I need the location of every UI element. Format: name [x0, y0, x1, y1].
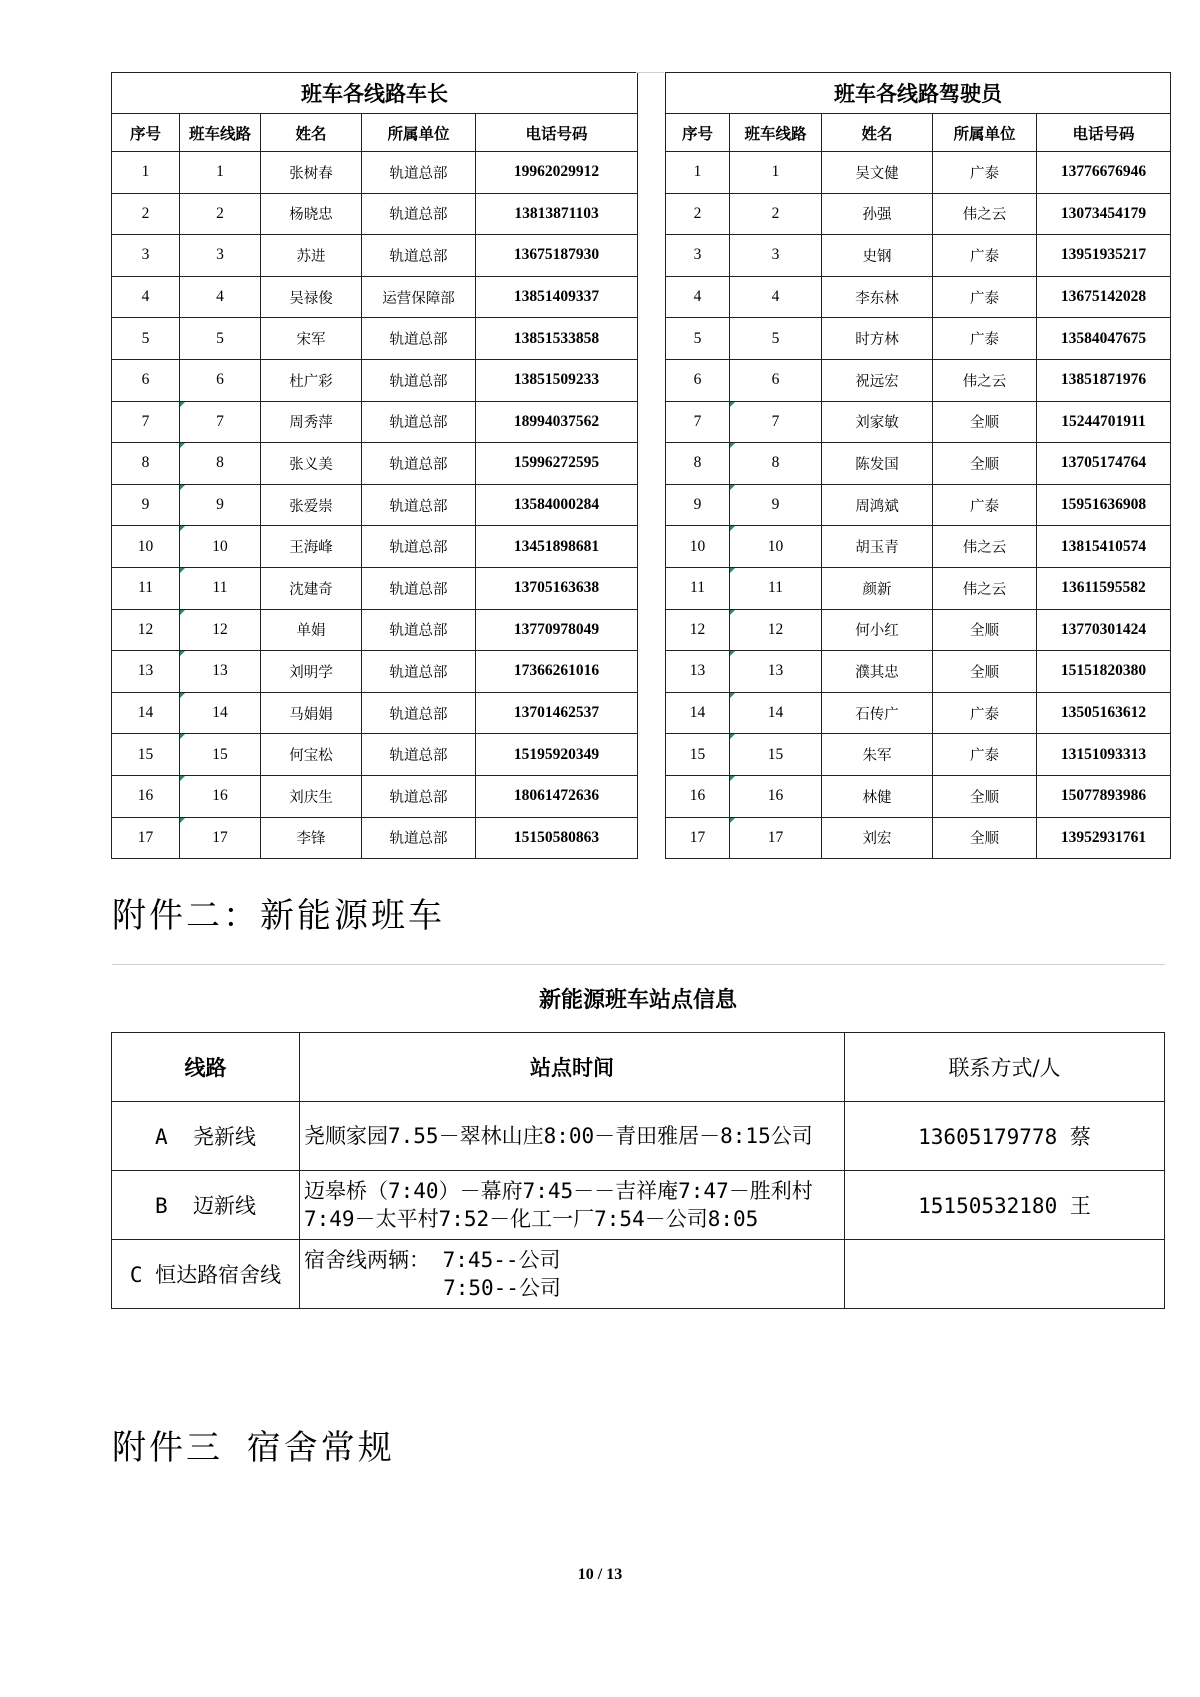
phone-cell: 15195920349	[476, 734, 638, 776]
route-cell: 5	[730, 318, 822, 360]
new-energy-bus-table	[111, 964, 1165, 1309]
page-number: 10 / 13	[577, 1566, 623, 1583]
index-cell: 10	[112, 526, 180, 568]
route-cell: 4	[730, 276, 822, 318]
name-cell: 颜新	[822, 567, 933, 609]
index-cell: 11	[666, 567, 730, 609]
table-row	[112, 276, 638, 318]
name-cell: 刘家敏	[822, 401, 933, 443]
route-cell: 12	[730, 609, 822, 651]
unit-cell: 全顺	[933, 817, 1037, 859]
table-row	[112, 235, 638, 277]
unit-cell: 广泰	[933, 318, 1037, 360]
times-line: 7:50--公司	[304, 1276, 561, 1300]
route-cell: 12	[180, 609, 261, 651]
index-cell: 2	[666, 193, 730, 235]
unit-cell: 轨道总部	[362, 443, 476, 485]
table-row	[112, 318, 638, 360]
attachment2-heading: 附件二：新能源班车	[112, 896, 445, 936]
phone-cell: 13151093313	[1037, 734, 1171, 776]
unit-cell: 轨道总部	[362, 526, 476, 568]
table-row	[112, 609, 638, 651]
table-row	[112, 775, 638, 817]
name-cell: 周秀萍	[261, 401, 362, 443]
drivers-table-header-row	[666, 114, 1171, 152]
name-cell: 刘明学	[261, 651, 362, 693]
index-cell: 10	[666, 526, 730, 568]
new-energy-table-title: 新能源班车站点信息	[112, 965, 1165, 1033]
unit-cell: 轨道总部	[362, 318, 476, 360]
route-cell: A 尧新线	[112, 1102, 300, 1171]
table-row	[112, 443, 638, 485]
unit-cell: 广泰	[933, 235, 1037, 277]
route-cell: 13	[180, 651, 261, 693]
name-cell: 孙强	[822, 193, 933, 235]
index-cell: 13	[666, 651, 730, 693]
table-row	[666, 152, 1171, 194]
unit-cell: 轨道总部	[362, 235, 476, 277]
table-row	[112, 1171, 1165, 1240]
table-row	[666, 651, 1171, 693]
contact-header: 联系方式/人	[845, 1033, 1165, 1102]
phone-cell: 13611595582	[1037, 567, 1171, 609]
new-energy-header-row	[112, 1033, 1165, 1102]
phone-cell: 15244701911	[1037, 401, 1171, 443]
unit-cell: 轨道总部	[362, 401, 476, 443]
table-row	[112, 692, 638, 734]
col-header: 班车线路	[180, 114, 261, 152]
index-cell: 1	[112, 152, 180, 194]
index-cell: 12	[666, 609, 730, 651]
index-cell: 2	[112, 193, 180, 235]
name-cell: 马娟娟	[261, 692, 362, 734]
phone-cell: 15077893986	[1037, 775, 1171, 817]
bus-drivers-table	[665, 72, 1171, 859]
table-row	[666, 401, 1171, 443]
unit-cell: 轨道总部	[362, 193, 476, 235]
phone-cell: 13451898681	[476, 526, 638, 568]
drivers-table-title: 班车各线路驾驶员	[666, 73, 1171, 114]
phone-cell: 13505163612	[1037, 692, 1171, 734]
name-cell: 石传广	[822, 692, 933, 734]
route-cell: 2	[730, 193, 822, 235]
name-cell: 单娟	[261, 609, 362, 651]
table-row	[112, 1240, 1165, 1309]
name-cell: 史钢	[822, 235, 933, 277]
phone-cell: 18061472636	[476, 775, 638, 817]
times-line: 宿舍线两辆： 7:45--公司	[304, 1248, 561, 1272]
route-cell: 15	[730, 734, 822, 776]
table-row	[666, 526, 1171, 568]
route-cell: 1	[180, 152, 261, 194]
name-cell: 胡玉青	[822, 526, 933, 568]
route-cell: 8	[730, 443, 822, 485]
route-cell: 6	[180, 359, 261, 401]
table-row	[112, 152, 638, 194]
phone-cell: 13770301424	[1037, 609, 1171, 651]
phone-cell: 13815410574	[1037, 526, 1171, 568]
unit-cell: 轨道总部	[362, 567, 476, 609]
table-row	[666, 567, 1171, 609]
name-cell: 周鸿斌	[822, 484, 933, 526]
unit-cell: 轨道总部	[362, 152, 476, 194]
unit-cell: 广泰	[933, 734, 1037, 776]
route-cell: 10	[730, 526, 822, 568]
col-header: 所属单位	[362, 114, 476, 152]
unit-cell: 广泰	[933, 484, 1037, 526]
col-header: 姓名	[261, 114, 362, 152]
table-row	[112, 734, 638, 776]
phone-cell: 13675142028	[1037, 276, 1171, 318]
unit-cell: 轨道总部	[362, 484, 476, 526]
index-cell: 9	[112, 484, 180, 526]
name-cell: 苏进	[261, 235, 362, 277]
name-cell: 刘宏	[822, 817, 933, 859]
table-gap	[636, 72, 664, 865]
index-cell: 3	[666, 235, 730, 277]
table-row	[112, 567, 638, 609]
phone-cell: 13952931761	[1037, 817, 1171, 859]
phone-cell: 13705163638	[476, 567, 638, 609]
table-row	[112, 651, 638, 693]
table-row	[666, 235, 1171, 277]
index-cell: 5	[112, 318, 180, 360]
leaders-table-header-row	[112, 114, 638, 152]
route-cell: 13	[730, 651, 822, 693]
phone-cell: 13584047675	[1037, 318, 1171, 360]
name-cell: 吴禄俊	[261, 276, 362, 318]
name-cell: 吴文健	[822, 152, 933, 194]
name-cell: 刘庆生	[261, 775, 362, 817]
unit-cell: 伟之云	[933, 193, 1037, 235]
phone-cell: 13851533858	[476, 318, 638, 360]
name-cell: 王海峰	[261, 526, 362, 568]
index-cell: 13	[112, 651, 180, 693]
name-cell: 时方林	[822, 318, 933, 360]
index-cell: 16	[112, 775, 180, 817]
col-header: 班车线路	[730, 114, 822, 152]
route-header: 线路	[112, 1033, 300, 1102]
table-row	[666, 193, 1171, 235]
route-cell: 11	[180, 567, 261, 609]
bus-leaders-table	[111, 72, 638, 859]
table-row	[666, 734, 1171, 776]
route-cell: 4	[180, 276, 261, 318]
route-cell: 8	[180, 443, 261, 485]
route-cell: B 迈新线	[112, 1171, 300, 1240]
attachment3-heading: 附件三 宿舍常规	[112, 1428, 395, 1468]
times-cell	[300, 1240, 845, 1309]
phone-cell: 13770978049	[476, 609, 638, 651]
table-row	[112, 526, 638, 568]
route-cell: 15	[180, 734, 261, 776]
unit-cell: 伟之云	[933, 526, 1037, 568]
route-cell: 10	[180, 526, 261, 568]
unit-cell: 轨道总部	[362, 817, 476, 859]
col-header: 序号	[666, 114, 730, 152]
unit-cell: 轨道总部	[362, 609, 476, 651]
route-cell: 3	[180, 235, 261, 277]
leaders-table-title: 班车各线路车长	[112, 73, 638, 114]
unit-cell: 轨道总部	[362, 692, 476, 734]
col-header: 序号	[112, 114, 180, 152]
name-cell: 杜广彩	[261, 359, 362, 401]
index-cell: 14	[666, 692, 730, 734]
index-cell: 15	[112, 734, 180, 776]
table-row	[112, 1102, 1165, 1171]
table-row	[666, 484, 1171, 526]
index-cell: 8	[112, 443, 180, 485]
table-row	[666, 359, 1171, 401]
index-cell: 6	[112, 359, 180, 401]
phone-cell: 13951935217	[1037, 235, 1171, 277]
name-cell: 宋军	[261, 318, 362, 360]
index-cell: 8	[666, 443, 730, 485]
table-row	[112, 817, 638, 859]
table-row	[112, 359, 638, 401]
route-cell: 1	[730, 152, 822, 194]
unit-cell: 全顺	[933, 609, 1037, 651]
unit-cell: 广泰	[933, 152, 1037, 194]
table-row	[666, 817, 1171, 859]
unit-cell: 伟之云	[933, 567, 1037, 609]
route-cell: 17	[730, 817, 822, 859]
contact-cell: 13605179778 蔡	[845, 1102, 1165, 1171]
unit-cell: 广泰	[933, 276, 1037, 318]
name-cell: 张义美	[261, 443, 362, 485]
index-cell: 15	[666, 734, 730, 776]
index-cell: 4	[112, 276, 180, 318]
phone-cell: 15996272595	[476, 443, 638, 485]
route-cell: 17	[180, 817, 261, 859]
index-cell: 17	[666, 817, 730, 859]
phone-cell: 15150580863	[476, 817, 638, 859]
phone-cell: 19962029912	[476, 152, 638, 194]
unit-cell: 全顺	[933, 775, 1037, 817]
table-row	[112, 193, 638, 235]
name-cell: 祝远宏	[822, 359, 933, 401]
name-cell: 杨晓忠	[261, 193, 362, 235]
index-cell: 5	[666, 318, 730, 360]
table-row	[666, 276, 1171, 318]
table-row	[666, 318, 1171, 360]
table-row	[112, 401, 638, 443]
name-cell: 何小红	[822, 609, 933, 651]
table-row	[666, 692, 1171, 734]
col-header: 电话号码	[1037, 114, 1171, 152]
index-cell: 16	[666, 775, 730, 817]
col-header: 姓名	[822, 114, 933, 152]
index-cell: 11	[112, 567, 180, 609]
col-header: 电话号码	[476, 114, 638, 152]
unit-cell: 全顺	[933, 401, 1037, 443]
times-line: 7:49－太平村7:52－化工一厂7:54－公司8:05	[304, 1207, 759, 1231]
name-cell: 李锋	[261, 817, 362, 859]
index-cell: 7	[666, 401, 730, 443]
unit-cell: 运营保障部	[362, 276, 476, 318]
table-row	[666, 443, 1171, 485]
contact-cell: 15150532180 王	[845, 1171, 1165, 1240]
unit-cell: 全顺	[933, 651, 1037, 693]
index-cell: 1	[666, 152, 730, 194]
name-cell: 张爱崇	[261, 484, 362, 526]
route-cell: 11	[730, 567, 822, 609]
phone-cell: 17366261016	[476, 651, 638, 693]
route-cell: 2	[180, 193, 261, 235]
phone-cell: 13851509233	[476, 359, 638, 401]
index-cell: 12	[112, 609, 180, 651]
route-cell: 7	[180, 401, 261, 443]
index-cell: 7	[112, 401, 180, 443]
phone-cell: 13584000284	[476, 484, 638, 526]
index-cell: 9	[666, 484, 730, 526]
route-cell: 16	[730, 775, 822, 817]
times-line: 迈皋桥（7:40）－幕府7:45－－吉祥庵7:47－胜利村	[304, 1179, 813, 1203]
route-cell: 14	[730, 692, 822, 734]
phone-cell: 18994037562	[476, 401, 638, 443]
contact-cell	[845, 1240, 1165, 1309]
route-cell: 14	[180, 692, 261, 734]
phone-cell: 13851409337	[476, 276, 638, 318]
unit-cell: 轨道总部	[362, 775, 476, 817]
phone-cell: 15951636908	[1037, 484, 1171, 526]
phone-cell: 13851871976	[1037, 359, 1171, 401]
index-cell: 14	[112, 692, 180, 734]
phone-cell: 13705174764	[1037, 443, 1171, 485]
times-line: 尧顺家园7.55－翠林山庄8:00－青田雅居－8:15公司	[304, 1124, 813, 1148]
unit-cell: 轨道总部	[362, 651, 476, 693]
route-cell: 7	[730, 401, 822, 443]
route-cell: 9	[180, 484, 261, 526]
route-cell: 9	[730, 484, 822, 526]
phone-cell: 15151820380	[1037, 651, 1171, 693]
times-cell	[300, 1102, 845, 1171]
name-cell: 林健	[822, 775, 933, 817]
col-header: 所属单位	[933, 114, 1037, 152]
phone-cell: 13813871103	[476, 193, 638, 235]
name-cell: 朱军	[822, 734, 933, 776]
index-cell: 17	[112, 817, 180, 859]
times-cell	[300, 1171, 845, 1240]
name-cell: 沈建奇	[261, 567, 362, 609]
name-cell: 张树春	[261, 152, 362, 194]
unit-cell: 轨道总部	[362, 734, 476, 776]
table-row	[666, 609, 1171, 651]
table-row	[112, 484, 638, 526]
phone-cell: 13701462537	[476, 692, 638, 734]
route-cell: 5	[180, 318, 261, 360]
unit-cell: 伟之云	[933, 359, 1037, 401]
times-header: 站点时间	[300, 1033, 845, 1102]
name-cell: 陈发国	[822, 443, 933, 485]
unit-cell: 轨道总部	[362, 359, 476, 401]
unit-cell: 广泰	[933, 692, 1037, 734]
phone-cell: 13675187930	[476, 235, 638, 277]
phone-cell: 13073454179	[1037, 193, 1171, 235]
route-cell: 16	[180, 775, 261, 817]
route-cell: 3	[730, 235, 822, 277]
index-cell: 6	[666, 359, 730, 401]
index-cell: 3	[112, 235, 180, 277]
name-cell: 李东林	[822, 276, 933, 318]
route-cell: C 恒达路宿舍线	[112, 1240, 300, 1309]
name-cell: 何宝松	[261, 734, 362, 776]
name-cell: 濮其忠	[822, 651, 933, 693]
unit-cell: 全顺	[933, 443, 1037, 485]
table-row	[666, 775, 1171, 817]
phone-cell: 13776676946	[1037, 152, 1171, 194]
route-cell: 6	[730, 359, 822, 401]
index-cell: 4	[666, 276, 730, 318]
